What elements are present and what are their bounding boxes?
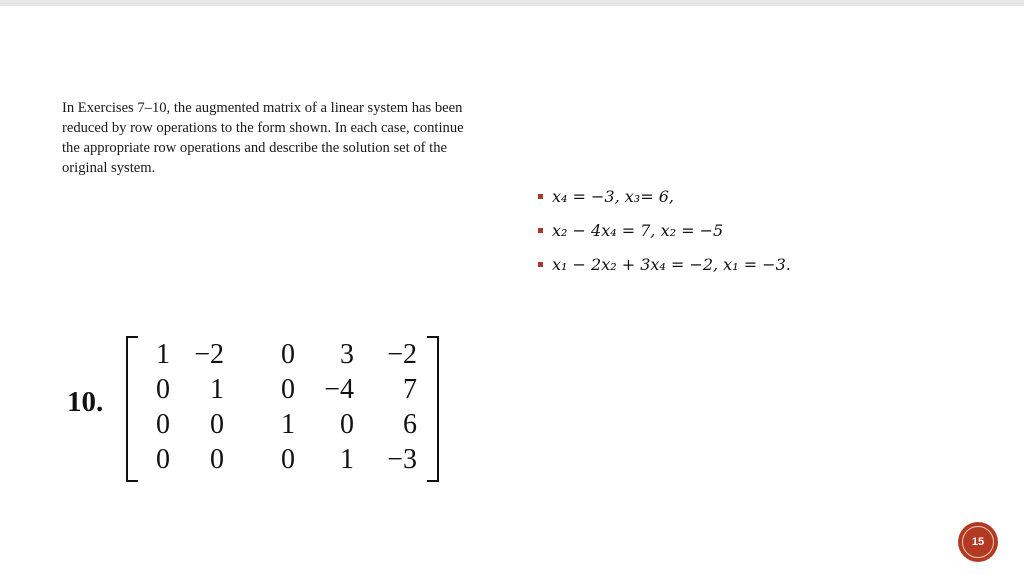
bullet-marker-icon bbox=[538, 262, 543, 267]
matrix-cell: 0 bbox=[210, 409, 224, 440]
matrix-cell: 1 bbox=[281, 409, 295, 440]
matrix-cell: 3 bbox=[340, 339, 354, 370]
matrix-cell: −3 bbox=[387, 444, 417, 475]
matrix-cell: 1 bbox=[156, 339, 170, 370]
matrix-cell: −4 bbox=[324, 374, 354, 405]
matrix-cell: 0 bbox=[281, 374, 295, 405]
matrix-cell: 0 bbox=[281, 339, 295, 370]
matrix-cell: 0 bbox=[156, 444, 170, 475]
matrix-cell: 0 bbox=[340, 409, 354, 440]
solution-item bbox=[538, 248, 791, 282]
solution-list bbox=[538, 180, 791, 282]
matrix-cell: 6 bbox=[403, 409, 417, 440]
matrix-cell: 0 bbox=[156, 409, 170, 440]
matrix-cell: −2 bbox=[194, 339, 224, 370]
matrix-cell: 7 bbox=[403, 374, 417, 405]
matrix-row bbox=[126, 372, 439, 408]
matrix-cell: 1 bbox=[340, 444, 354, 475]
solution-text: x₂ − 4x₄ = 7, x₂ = −5 bbox=[552, 221, 724, 240]
solution-text: x₄ = −3, x₃= 6, bbox=[552, 187, 674, 206]
top-border bbox=[0, 0, 1024, 6]
page-number-badge bbox=[958, 522, 998, 562]
matrix-cell: −2 bbox=[387, 339, 417, 370]
exercise-instructions: In Exercises 7–10, the augmented matrix of a linear system has been reduced by row operations to the form shown. In each case, continue the appropriate row operations and describe the solution set of the original system. bbox=[62, 100, 464, 176]
matrix-cell: 0 bbox=[156, 374, 170, 405]
solution-item bbox=[538, 180, 791, 214]
matrix-cell: 1 bbox=[210, 374, 224, 405]
page-number: 15 bbox=[962, 526, 994, 558]
bullet-marker-icon bbox=[538, 194, 543, 199]
matrix-row bbox=[126, 407, 439, 443]
matrix-row bbox=[126, 337, 439, 373]
augmented-matrix bbox=[126, 336, 439, 480]
exercise-number: 10. bbox=[67, 386, 104, 418]
matrix-row bbox=[126, 442, 439, 478]
matrix-cell: 0 bbox=[210, 444, 224, 475]
bullet-marker-icon bbox=[538, 228, 543, 233]
solution-text: x₁ − 2x₂ + 3x₄ = −2, x₁ = −3. bbox=[552, 255, 791, 274]
solution-item bbox=[538, 214, 791, 248]
matrix-cell: 0 bbox=[281, 444, 295, 475]
